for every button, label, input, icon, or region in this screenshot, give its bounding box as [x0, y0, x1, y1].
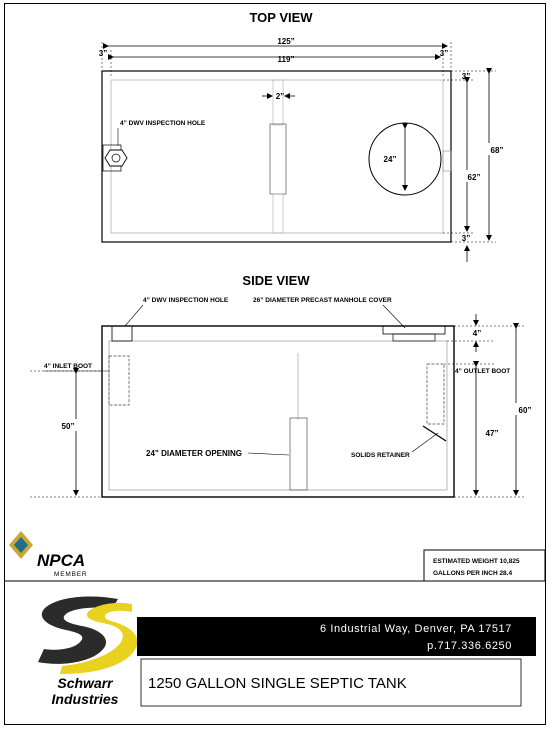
solids-retainer-plate — [423, 426, 446, 441]
top-view-baffle-upper — [273, 80, 283, 125]
left-wall-label: 3” — [98, 49, 108, 58]
side-inspection-riser — [112, 326, 132, 341]
top-inspection-hole-core — [112, 154, 120, 162]
top-wall-thickness-label: 3” — [461, 72, 471, 81]
side-manhole-cover — [383, 326, 445, 334]
side-manhole-collar — [393, 334, 435, 341]
inlet-height-label: 50” — [61, 422, 75, 431]
side-outlet-boot — [427, 364, 444, 424]
baffle-gap-label: 2” — [275, 92, 285, 101]
company-phone: p.717.336.6250 — [427, 640, 512, 652]
manhole-cover-label: 26” DIAMETER PRECAST MANHOLE COVER — [253, 297, 392, 304]
overall-width-label: 68” — [490, 146, 504, 155]
npca-logo-text: NPCA — [37, 551, 86, 570]
solids-retainer-label: SOLIDS RETAINER — [351, 452, 410, 459]
side-inspection-leader — [125, 305, 143, 326]
npca-logo — [9, 531, 87, 578]
gallons-per-inch-text: GALLONS PER INCH 28.4 — [433, 570, 513, 577]
right-wall-label: 3” — [439, 49, 449, 58]
side-baffle-tee — [290, 418, 307, 490]
outlet-height-label: 47” — [485, 429, 499, 438]
top-view-baffle-tee — [270, 124, 286, 194]
inner-width-label: 62” — [467, 173, 481, 182]
side-view-title: SIDE VIEW — [242, 273, 310, 288]
top-outlet-boot-housing — [443, 151, 451, 171]
estimated-weight-text: ESTIMATED WEIGHT 10,825 — [433, 558, 520, 565]
product-title: 1250 GALLON SINGLE SEPTIC TANK — [148, 675, 407, 692]
inner-length-label: 119” — [277, 55, 295, 64]
company-address: 6 Industrial Way, Denver, PA 17517 — [319, 623, 512, 635]
npca-member-text: MEMBER — [54, 571, 88, 578]
top-inspection-hole-label: 4” DWV INSPECTION HOLE — [120, 120, 206, 127]
outlet-boot-label: 4” OUTLET BOOT — [455, 368, 511, 375]
side-inspection-hole-label: 4” DWV INSPECTION HOLE — [143, 297, 229, 304]
top-view-baffle-lower — [273, 194, 283, 233]
top-view-title: TOP VIEW — [249, 10, 313, 25]
solids-retainer-leader — [412, 433, 438, 452]
opening-diameter-label: 24” DIAMETER OPENING — [146, 449, 243, 458]
opening-diameter-leader — [248, 453, 289, 455]
overall-length-label: 125” — [277, 37, 295, 46]
schwarr-industries-logo — [38, 596, 138, 707]
logo-name-line1: Schwarr — [57, 675, 113, 691]
manhole-diameter-label: 24” — [383, 155, 397, 164]
side-view-tank-inner-wall — [109, 341, 447, 490]
logo-name-line2: Industries — [51, 691, 119, 707]
bottom-wall-thickness-label: 3” — [461, 234, 471, 243]
inlet-boot-label: 4” INLET BOOT — [44, 363, 93, 370]
side-view-tank-outer-wall — [102, 326, 454, 497]
overall-height-label: 60” — [518, 406, 532, 415]
top-wall-height-label: 4” — [472, 329, 482, 338]
side-inlet-boot — [109, 356, 129, 405]
manhole-cover-leader — [383, 305, 405, 328]
